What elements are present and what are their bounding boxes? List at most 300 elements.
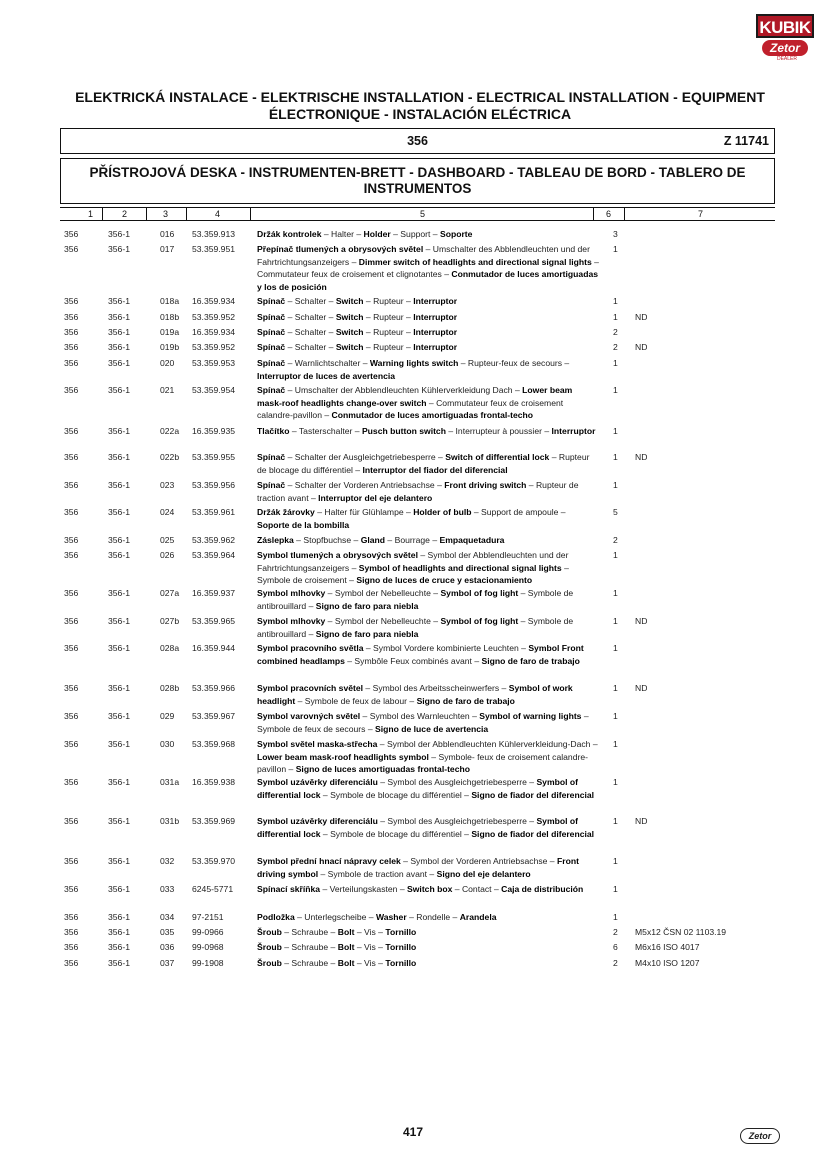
description-segment: Bolt bbox=[337, 958, 355, 968]
description-segment: – Symbole- feux de croisement calandre-pavillon – bbox=[257, 751, 588, 774]
description-segment: Dimmer switch of headlights and directional signal lights bbox=[358, 256, 592, 267]
row-quantity: 1 bbox=[613, 244, 618, 254]
kubik-logo-text: KUBIK bbox=[756, 14, 814, 38]
description-segment: Switch bbox=[335, 327, 364, 337]
description-segment: – Symbole de blocage du différentiel – bbox=[320, 789, 472, 800]
row-position: 016 bbox=[160, 229, 175, 239]
description-segment: – Bourrage – bbox=[385, 535, 440, 545]
row-quantity: 1 bbox=[613, 358, 618, 368]
page-title-line2: ÉLECTRONIQUE - INSTALACIÓN ELÉCTRICA bbox=[268, 106, 572, 122]
description-segment: Switch of differential lock bbox=[445, 452, 550, 462]
description-segment: Záslepka bbox=[257, 535, 294, 545]
description-segment: Spínač bbox=[257, 312, 286, 322]
description-segment: – Vis – bbox=[354, 927, 386, 937]
row-description bbox=[257, 311, 599, 324]
description-segment: Držák kontrolek bbox=[257, 229, 322, 239]
row-quantity: 1 bbox=[613, 816, 618, 826]
row-note: M5x12 ČSN 02 1103.19 bbox=[635, 927, 727, 937]
row-group: 356 bbox=[64, 927, 79, 937]
row-quantity: 1 bbox=[613, 777, 618, 787]
row-group: 356 bbox=[64, 739, 79, 749]
description-segment: – Schalter – bbox=[285, 342, 336, 352]
row-part-number: 53.359.962 bbox=[192, 535, 236, 545]
description-segment: – Rupteur-feux de secours – bbox=[458, 358, 570, 368]
row-position: 022a bbox=[160, 426, 180, 436]
row-description bbox=[257, 295, 599, 308]
description-segment: Interruptor bbox=[413, 327, 458, 337]
row-group: 356 bbox=[64, 884, 79, 894]
row-quantity: 2 bbox=[613, 927, 618, 937]
description-segment: Symbol uzávěrky diferenciálu bbox=[257, 816, 378, 826]
row-group: 356 bbox=[64, 816, 79, 826]
row-description bbox=[257, 642, 599, 667]
row-group: 356 bbox=[64, 942, 79, 952]
description-segment: – Warnlichtschalter – bbox=[285, 358, 370, 368]
description-segment: Caja de distribución bbox=[501, 884, 584, 894]
description-segment: Spínač bbox=[257, 327, 286, 337]
description-segment: – Unterlegscheibe – bbox=[294, 912, 376, 922]
description-segment: – Symbol der Nebelleuchte – bbox=[325, 616, 441, 626]
kubik-zetor-logo bbox=[754, 14, 816, 66]
description-segment: – Symbole de traction avant – bbox=[318, 868, 437, 879]
description-segment: – Stopfbuchse – bbox=[293, 535, 361, 545]
description-segment: – Symbol Vordere kombinierte Leuchten – bbox=[363, 643, 529, 653]
row-note: ND bbox=[635, 816, 648, 826]
description-segment: – Halter für Glühlampe – bbox=[314, 507, 414, 517]
description-segment: Signo de luces amortiguadas frontal-techo bbox=[295, 764, 470, 774]
row-description bbox=[257, 534, 599, 547]
row-group: 356 bbox=[64, 643, 79, 653]
row-note: ND bbox=[635, 683, 648, 693]
description-segment: Holder bbox=[363, 229, 391, 239]
row-part-number: 53.359.952 bbox=[192, 312, 236, 322]
row-quantity: 1 bbox=[613, 452, 618, 462]
description-segment: Interruptor de luces de avertencia bbox=[257, 370, 396, 381]
description-segment: Spínač bbox=[257, 342, 286, 352]
description-segment: Empaquetadura bbox=[439, 535, 505, 545]
row-note: ND bbox=[635, 452, 648, 462]
description-segment: – Symbole de antibrouillard – bbox=[257, 616, 574, 639]
row-subgroup: 356-1 bbox=[108, 739, 130, 749]
description-segment: Conmutador de luces amortiguadas y los de posición bbox=[257, 269, 599, 292]
row-position: 030 bbox=[160, 739, 175, 749]
row-position: 019b bbox=[160, 342, 180, 352]
row-part-number: 16.359.938 bbox=[192, 777, 236, 787]
description-segment: – Schalter – bbox=[285, 296, 336, 306]
row-quantity: 1 bbox=[613, 884, 618, 894]
row-subgroup: 356-1 bbox=[108, 884, 130, 894]
description-segment: Interruptor bbox=[413, 312, 458, 322]
description-segment: – Symbôle Feux combinés avant – bbox=[344, 655, 482, 666]
description-segment: Šroub bbox=[257, 958, 282, 968]
description-segment: Front driving symbol bbox=[257, 856, 579, 879]
description-segment: – Commutateur feux de croisement et clignotantes – bbox=[257, 256, 599, 279]
description-segment: Warning lights switch bbox=[369, 358, 459, 368]
description-segment: Switch bbox=[335, 296, 364, 306]
row-description bbox=[257, 615, 599, 640]
description-segment: Tornillo bbox=[385, 958, 417, 968]
row-quantity: 1 bbox=[613, 312, 618, 322]
column-header-5: 5 bbox=[420, 209, 426, 219]
description-segment: – Vis – bbox=[354, 958, 386, 968]
row-description bbox=[257, 341, 599, 354]
row-description bbox=[257, 883, 599, 896]
row-subgroup: 356-1 bbox=[108, 711, 130, 721]
description-segment: Symbol přední hnací nápravy celek bbox=[257, 856, 401, 866]
row-subgroup: 356-1 bbox=[108, 244, 130, 254]
description-segment: Symbol uzávěrky diferenciálu bbox=[257, 777, 378, 787]
row-note: M6x16 ISO 4017 bbox=[635, 942, 700, 952]
description-segment: – Symbol des Ausgleichgetriebesperre – bbox=[377, 816, 537, 826]
row-description bbox=[257, 425, 599, 438]
description-segment: Symbol of differential lock bbox=[257, 777, 578, 800]
row-subgroup: 356-1 bbox=[108, 385, 130, 395]
row-position: 034 bbox=[160, 912, 175, 922]
description-segment: – Rupteur – bbox=[363, 342, 414, 352]
row-part-number: 99-1908 bbox=[192, 958, 224, 968]
row-position: 035 bbox=[160, 927, 175, 937]
row-description bbox=[257, 738, 599, 776]
row-part-number: 53.359.913 bbox=[192, 229, 236, 239]
row-position: 037 bbox=[160, 958, 175, 968]
page-title-line1: ELEKTRICKÁ INSTALACE - ELEKTRISCHE INSTALLATION - ELECTRICAL INSTALLATION - EQUIPMENT bbox=[75, 89, 765, 105]
description-segment: Switch bbox=[335, 312, 364, 322]
row-subgroup: 356-1 bbox=[108, 358, 130, 368]
row-part-number: 53.359.951 bbox=[192, 244, 236, 254]
description-segment: Gland bbox=[360, 535, 386, 545]
description-segment: – Schraube – bbox=[281, 927, 338, 937]
description-segment: – Halter – bbox=[321, 229, 364, 239]
row-description bbox=[257, 815, 599, 840]
row-quantity: 1 bbox=[613, 480, 618, 490]
description-segment: Interruptor del fiador del diferencial bbox=[362, 464, 508, 475]
subgroup-title-line1: PŘÍSTROJOVÁ DESKA - INSTRUMENTEN-BRETT - DASHBOARD - TABLEAU DE BORD - TABLERO DE bbox=[89, 165, 746, 180]
row-quantity: 2 bbox=[613, 958, 618, 968]
description-segment: Symbol of work headlight bbox=[257, 683, 573, 706]
column-header-6: 6 bbox=[606, 209, 612, 219]
description-segment: Interruptor bbox=[413, 342, 458, 352]
row-group: 356 bbox=[64, 426, 79, 436]
description-segment: Spínač bbox=[257, 358, 286, 368]
row-description bbox=[257, 587, 599, 612]
description-segment: – Symbole de feux de labour – bbox=[295, 695, 417, 706]
description-segment: Bolt bbox=[337, 927, 355, 937]
row-group: 356 bbox=[64, 777, 79, 787]
row-group: 356 bbox=[64, 856, 79, 866]
description-segment: – Schalter der Ausgleichgetriebesperre – bbox=[285, 452, 446, 462]
description-segment: Šroub bbox=[257, 927, 282, 937]
description-segment: Přepínač tlumených a obrysových světel bbox=[257, 244, 424, 254]
description-segment: – Support de ampoule – bbox=[471, 507, 566, 517]
description-segment: Spínač bbox=[257, 385, 286, 395]
row-group: 356 bbox=[64, 588, 79, 598]
row-quantity: 2 bbox=[613, 327, 618, 337]
row-description bbox=[257, 479, 599, 504]
description-segment: – Symbole de blocage du différentiel – bbox=[320, 828, 472, 839]
row-subgroup: 356-1 bbox=[108, 588, 130, 598]
description-segment: – Symbole de croisement – bbox=[257, 562, 569, 585]
group-header bbox=[60, 128, 775, 154]
row-group: 356 bbox=[64, 711, 79, 721]
row-subgroup: 356-1 bbox=[108, 342, 130, 352]
description-segment: – Rupteur de traction avant – bbox=[257, 480, 579, 503]
description-segment: – Symbole de feux de secours – bbox=[257, 711, 589, 734]
row-subgroup: 356-1 bbox=[108, 912, 130, 922]
row-description bbox=[257, 243, 599, 293]
row-group: 356 bbox=[64, 342, 79, 352]
description-segment: Signo de fiador del diferencial bbox=[471, 828, 595, 839]
column-header-2: 2 bbox=[122, 209, 128, 219]
row-subgroup: 356-1 bbox=[108, 777, 130, 787]
row-subgroup: 356-1 bbox=[108, 426, 130, 436]
row-group: 356 bbox=[64, 452, 79, 462]
row-part-number: 53.359.965 bbox=[192, 616, 236, 626]
row-note: ND bbox=[635, 312, 648, 322]
row-description bbox=[257, 776, 599, 801]
description-segment: – Schalter – bbox=[285, 312, 336, 322]
description-segment: Symbol pracovních světel bbox=[257, 683, 364, 693]
row-quantity: 1 bbox=[613, 426, 618, 436]
row-description bbox=[257, 357, 599, 382]
row-quantity: 1 bbox=[613, 739, 618, 749]
description-segment: – Commutateur feux de croisement calandre-pavillon – bbox=[257, 397, 564, 420]
row-description bbox=[257, 926, 599, 939]
row-subgroup: 356-1 bbox=[108, 312, 130, 322]
description-segment: Interruptor del eje delantero bbox=[318, 492, 433, 503]
zetor-logo-text: Zetor bbox=[762, 40, 808, 56]
row-group: 356 bbox=[64, 229, 79, 239]
description-segment: Podložka bbox=[257, 912, 295, 922]
row-quantity: 5 bbox=[613, 507, 618, 517]
description-segment: – Symbol der Abblendleuchten und der Fahrtrichtungsanzeigers – bbox=[257, 550, 569, 573]
row-subgroup: 356-1 bbox=[108, 942, 130, 952]
row-quantity: 1 bbox=[613, 588, 618, 598]
row-part-number: 53.359.952 bbox=[192, 342, 236, 352]
row-group: 356 bbox=[64, 616, 79, 626]
description-segment: – Symbol des Arbeitsscheinwerfers – bbox=[363, 683, 509, 693]
description-segment: – Symbol des Ausgleichgetriebesperre – bbox=[377, 777, 537, 787]
row-description bbox=[257, 957, 599, 970]
row-subgroup: 356-1 bbox=[108, 816, 130, 826]
row-part-number: 53.359.964 bbox=[192, 550, 236, 560]
description-segment: Switch bbox=[335, 342, 364, 352]
description-segment: – Symbol der Nebelleuchte – bbox=[325, 588, 441, 598]
zetor-footer-logo: Zetor bbox=[740, 1128, 780, 1144]
row-subgroup: 356-1 bbox=[108, 856, 130, 866]
group-code: Z 11741 bbox=[723, 134, 769, 148]
description-segment: – Interrupteur à poussier – bbox=[445, 426, 552, 436]
row-subgroup: 356-1 bbox=[108, 229, 130, 239]
column-header-row bbox=[60, 207, 775, 221]
description-segment: Signo de luces de cruce y estacionamiento bbox=[356, 575, 533, 585]
description-segment: Front driving switch bbox=[444, 480, 527, 490]
row-part-number: 16.359.937 bbox=[192, 588, 236, 598]
row-quantity: 1 bbox=[613, 296, 618, 306]
dealer-text: DEALER bbox=[776, 56, 797, 62]
description-segment: Signo de luce de avertencia bbox=[375, 723, 489, 734]
description-segment: Signo del eje delantero bbox=[436, 868, 531, 879]
row-quantity: 1 bbox=[613, 912, 618, 922]
description-segment: – Schalter der Vorderen Antriebsachse – bbox=[285, 480, 445, 490]
row-position: 023 bbox=[160, 480, 175, 490]
description-segment: Conmutador de luces amortiguadas frontal-techo bbox=[331, 410, 534, 420]
description-segment: Symbol of differential lock bbox=[257, 816, 578, 839]
column-header-4: 4 bbox=[215, 209, 221, 219]
description-segment: – Schraube – bbox=[281, 942, 338, 952]
description-segment: Lower beam mask-roof headlights symbol bbox=[257, 751, 429, 762]
row-group: 356 bbox=[64, 327, 79, 337]
description-segment: Spínač bbox=[257, 296, 286, 306]
row-description bbox=[257, 941, 599, 954]
row-position: 031a bbox=[160, 777, 180, 787]
row-position: 033 bbox=[160, 884, 175, 894]
row-quantity: 1 bbox=[613, 550, 618, 560]
description-segment: Symbol of headlights and directional signal lights bbox=[358, 562, 562, 573]
row-note: ND bbox=[635, 616, 648, 626]
row-group: 356 bbox=[64, 358, 79, 368]
row-part-number: 53.359.955 bbox=[192, 452, 236, 462]
description-segment: – Schalter – bbox=[285, 327, 336, 337]
row-subgroup: 356-1 bbox=[108, 683, 130, 693]
row-description bbox=[257, 911, 599, 924]
row-description bbox=[257, 451, 599, 476]
description-segment: Soporte bbox=[439, 229, 473, 239]
row-description bbox=[257, 549, 599, 587]
column-header-7: 7 bbox=[698, 209, 704, 219]
row-subgroup: 356-1 bbox=[108, 616, 130, 626]
row-part-number: 16.359.935 bbox=[192, 426, 236, 436]
description-segment: Symbol varovných světel bbox=[257, 711, 361, 721]
row-position: 022b bbox=[160, 452, 180, 462]
row-subgroup: 356-1 bbox=[108, 480, 130, 490]
row-quantity: 6 bbox=[613, 942, 618, 952]
row-position: 019a bbox=[160, 327, 180, 337]
row-position: 025 bbox=[160, 535, 175, 545]
description-segment: Spínač bbox=[257, 452, 286, 462]
description-segment: Držák žárovky bbox=[257, 507, 315, 517]
row-subgroup: 356-1 bbox=[108, 958, 130, 968]
row-part-number: 97-2151 bbox=[192, 912, 224, 922]
row-position: 018a bbox=[160, 296, 180, 306]
row-quantity: 3 bbox=[613, 229, 618, 239]
row-part-number: 53.359.966 bbox=[192, 683, 236, 693]
description-segment: – Symbole de antibrouillard – bbox=[257, 588, 574, 611]
group-number: 356 bbox=[407, 134, 428, 148]
subgroup-title bbox=[71, 165, 764, 197]
row-position: 031b bbox=[160, 816, 180, 826]
description-segment: Lower beam mask-roof headlights change-over switch bbox=[257, 385, 573, 408]
row-quantity: 2 bbox=[613, 342, 618, 352]
page-title bbox=[60, 89, 780, 123]
row-group: 356 bbox=[64, 683, 79, 693]
description-segment: Washer bbox=[375, 912, 407, 922]
description-segment: Tornillo bbox=[385, 942, 417, 952]
row-group: 356 bbox=[64, 244, 79, 254]
description-segment: Signo de faro de trabajo bbox=[416, 695, 515, 706]
row-position: 026 bbox=[160, 550, 175, 560]
description-segment: Signo de faro de trabajo bbox=[481, 655, 580, 666]
row-quantity: 1 bbox=[613, 856, 618, 866]
description-segment: Interruptor bbox=[413, 296, 458, 306]
row-description bbox=[257, 682, 599, 707]
row-subgroup: 356-1 bbox=[108, 327, 130, 337]
description-segment: – Rupteur de blocage du différentiel – bbox=[257, 452, 590, 475]
row-group: 356 bbox=[64, 480, 79, 490]
description-segment: Holder of bulb bbox=[413, 507, 472, 517]
description-segment: Spínací skříňka bbox=[257, 884, 321, 894]
row-group: 356 bbox=[64, 912, 79, 922]
row-quantity: 1 bbox=[613, 711, 618, 721]
row-part-number: 53.359.954 bbox=[192, 385, 236, 395]
row-subgroup: 356-1 bbox=[108, 296, 130, 306]
row-part-number: 53.359.970 bbox=[192, 856, 236, 866]
description-segment: Symbol of fog light bbox=[440, 616, 519, 626]
row-part-number: 16.359.934 bbox=[192, 327, 236, 337]
page-number: 417 bbox=[402, 1125, 424, 1139]
row-position: 028b bbox=[160, 683, 180, 693]
row-position: 024 bbox=[160, 507, 175, 517]
description-segment: Signo de faro para niebla bbox=[315, 628, 419, 639]
description-segment: Symbol světel maska-střecha bbox=[257, 739, 378, 749]
description-segment: Symbol pracovního světla bbox=[257, 643, 364, 653]
description-segment: Symbol tlumených a obrysových světel bbox=[257, 550, 418, 560]
row-description bbox=[257, 855, 599, 880]
description-segment: – Support – bbox=[390, 229, 440, 239]
description-segment: – Symbol des Warnleuchten – bbox=[360, 711, 480, 721]
subgroup-header bbox=[60, 158, 775, 204]
subgroup-title-line2: INSTRUMENTOS bbox=[363, 181, 472, 196]
description-segment: – Umschalter der Abblendleuchten Kühlerverkleidung Dach – bbox=[285, 385, 523, 395]
description-segment: Signo de faro para niebla bbox=[315, 600, 419, 611]
row-position: 020 bbox=[160, 358, 175, 368]
description-segment: – Rondelle – bbox=[406, 912, 460, 922]
row-quantity: 1 bbox=[613, 683, 618, 693]
row-part-number: 53.359.953 bbox=[192, 358, 236, 368]
description-segment: – Rupteur – bbox=[363, 296, 414, 306]
row-group: 356 bbox=[64, 550, 79, 560]
description-segment: – Symbol der Abblendleuchten Kühlerverkleidung-Dach – bbox=[377, 739, 598, 749]
description-segment: Switch box bbox=[407, 884, 453, 894]
row-part-number: 99-0966 bbox=[192, 927, 224, 937]
description-segment: – Tasterschalter – bbox=[289, 426, 362, 436]
description-segment: Pusch button switch bbox=[361, 426, 446, 436]
description-segment: – Rupteur – bbox=[363, 312, 414, 322]
row-description bbox=[257, 228, 599, 241]
row-part-number: 16.359.944 bbox=[192, 643, 236, 653]
description-segment: Šroub bbox=[257, 942, 282, 952]
row-part-number: 99-0968 bbox=[192, 942, 224, 952]
description-segment: – Umschalter des Abblendleuchten und der Fahrtrichtungsanzeigers – bbox=[257, 244, 590, 267]
row-quantity: 1 bbox=[613, 616, 618, 626]
description-segment: Symbol mlhovky bbox=[257, 588, 326, 598]
description-segment: Symbol Front combined headlamps bbox=[257, 643, 584, 666]
description-segment: Symbol of fog light bbox=[440, 588, 519, 598]
row-subgroup: 356-1 bbox=[108, 452, 130, 462]
row-position: 028a bbox=[160, 643, 180, 653]
description-segment: Tornillo bbox=[385, 927, 417, 937]
row-description bbox=[257, 326, 599, 339]
description-segment: Bolt bbox=[337, 942, 355, 952]
description-segment: – Vis – bbox=[354, 942, 386, 952]
row-subgroup: 356-1 bbox=[108, 507, 130, 517]
description-segment: Soporte de la bombilla bbox=[257, 519, 350, 530]
row-subgroup: 356-1 bbox=[108, 535, 130, 545]
description-segment: Tlačítko bbox=[257, 426, 290, 436]
row-description bbox=[257, 506, 599, 531]
row-part-number: 53.359.968 bbox=[192, 739, 236, 749]
row-quantity: 2 bbox=[613, 535, 618, 545]
row-part-number: 6245-5771 bbox=[192, 884, 234, 894]
